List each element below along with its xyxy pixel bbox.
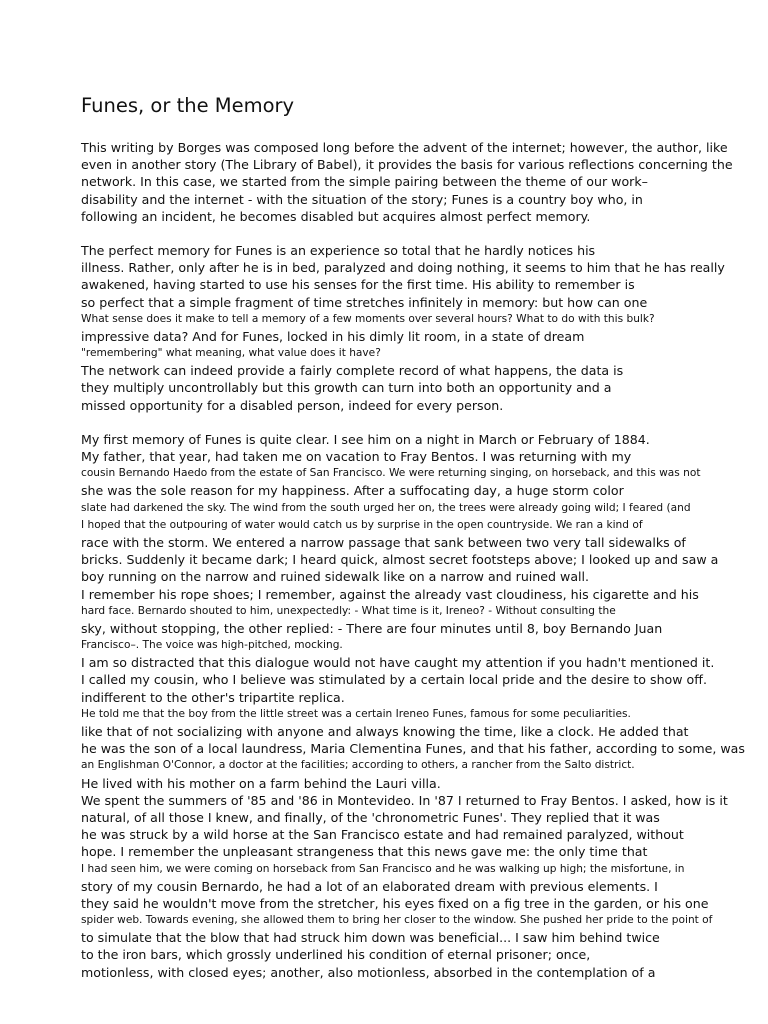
paragraph [81,431,745,981]
text-line: "remembering" what meaning, what value does it have? [81,347,381,360]
document-title: Funes, or the Memory [81,94,295,117]
text-line: network. In this case, we started from the simple pairing between the theme of our work– [81,174,648,190]
text-line: they multiply uncontrollably but this growth can turn into both an opportunity and a [81,380,612,396]
text-line: race with the storm. We entered a narrow passage that sank between two very tall sidewalks of [81,534,686,550]
text-line: like that of not socializing with anyone and always knowing the time, like a clock. He added that [81,724,689,739]
paragraph [81,242,731,414]
text-line: The network can indeed provide a fairly complete record of what happens, the data is [81,363,624,379]
text-line: spider web. Towards evening, she allowed them to bring her closer to the window. She pushed her pride to the point of [81,914,713,927]
text-line: so perfect that a simple fragment of time stretches infinitely in memory: but how can one [81,294,648,310]
title-spacer [81,120,731,139]
paragraph-spacer [81,225,731,242]
text-line: I hoped that the outpouring of water would catch us by surprise in the open countryside. We ran a kind of [81,518,643,531]
text-line: He told me that the boy from the little street was a certain Ireneo Funes, famous for some peculiarities. [81,707,631,720]
text-line: I am so distracted that this dialogue would not have caught my attention if you hadn't mentioned it. [81,655,715,671]
text-line: he was the son of a local laundress, Maria Clementina Funes, and that his father, according to some, was [81,741,745,757]
text-line: bricks. Suddenly it became dark; I heard quick, almost secret footsteps above; I looked up and saw a [81,552,719,568]
document-body [81,139,745,981]
text-line: they said he wouldn't move from the stretcher, his eyes fixed on a fig tree in the garden, or his one [81,895,709,911]
text-line: hard face. Bernardo shouted to him, unexpectedly: - What time is it, Ireneo? - Without consulting the [81,604,616,617]
text-line: My first memory of Funes is quite clear. I see him on a night in March or February of 1884. [81,431,650,447]
text-line: missed opportunity for a disabled person, indeed for every person. [81,397,504,413]
text-line: What sense does it make to tell a memory of a few moments over several hours? What to do with this bulk? [81,312,655,325]
text-line: We spent the summers of '85 and '86 in Montevideo. In '87 I returned to Fray Bentos. I asked, how is it [81,792,728,808]
text-line: awakened, having started to use his senses for the first time. His ability to remember is [81,277,635,293]
paragraph [81,139,731,225]
text-line: cousin Bernando Haedo from the estate of San Francisco. We were returning singing, on horseback, and this was not [81,467,701,480]
text-line: he was struck by a wild horse at the San Francisco estate and had remained paralyzed, without [81,827,684,843]
text-line: indifferent to the other's tripartite replica. [81,689,345,705]
text-line: sky, without stopping, the other replied: - There are four minutes until 8, boy Bernando Juan [81,620,663,636]
text-line: I remember his rope shoes; I remember, against the already vast cloudiness, his cigarette and his [81,586,699,602]
text-line: natural, of all those I knew, and finally, of the 'chronometric Funes'. They replied that it was [81,809,660,825]
text-line: He lived with his mother on a farm behind the Lauri villa. [81,775,441,791]
text-line: an Englishman O'Connor, a doctor at the facilities; according to others, a rancher from the Salto district. [81,759,635,772]
text-line: boy running on the narrow and ruined sidewalk like on a narrow and ruined wall. [81,569,590,585]
text-line: The perfect memory for Funes is an experience so total that he hardly notices his [81,242,596,258]
text-line: This writing by Borges was composed long before the advent of the internet; however, the author, like [81,140,728,155]
text-line: impressive data? And for Funes, locked in his dimly lit room, in a state of dream [81,328,585,344]
paragraph-spacer [81,414,731,431]
text-line: Francisco–. The voice was high-pitched, mocking. [81,639,343,652]
text-line: she was the sole reason for my happiness. After a suffocating day, a huge storm color [81,483,624,499]
text-line: slate had darkened the sky. The wind from the south urged her on, the trees were already going wild; I feared (and [81,501,691,514]
text-line: story of my cousin Bernardo, he had a lot of an elaborated dream with previous elements. I [81,878,658,894]
text-line: I called my cousin, who I believe was stimulated by a certain local pride and the desire to show off. [81,672,707,688]
text-line: to simulate that the blow that had struck him down was beneficial... I saw him behind twice [81,930,660,946]
document-page [81,92,745,981]
text-line: following an incident, he becomes disabled but acquires almost perfect memory. [81,208,591,224]
text-line: I had seen him, we were coming on horseback from San Francisco and he was walking up high; the misfortune, in [81,862,685,875]
text-line: hope. I remember the unpleasant strangeness that this news gave me: the only time that [81,844,648,860]
text-line: even in another story (The Library of Babel), it provides the basis for various reflections concerning the [81,157,733,173]
text-line: motionless, with closed eyes; another, also motionless, absorbed in the contemplation of a [81,964,656,980]
text-line: to the iron bars, which grossly underlined his condition of eternal prisoner; once, [81,947,591,963]
text-line: My father, that year, had taken me on vacation to Fray Bentos. I was returning with my [81,449,632,464]
text-line: illness. Rather, only after he is in bed, paralyzed and doing nothing, it seems to him that he has really [81,260,725,276]
text-line: disability and the internet - with the situation of the story; Funes is a country boy who, in [81,191,643,207]
